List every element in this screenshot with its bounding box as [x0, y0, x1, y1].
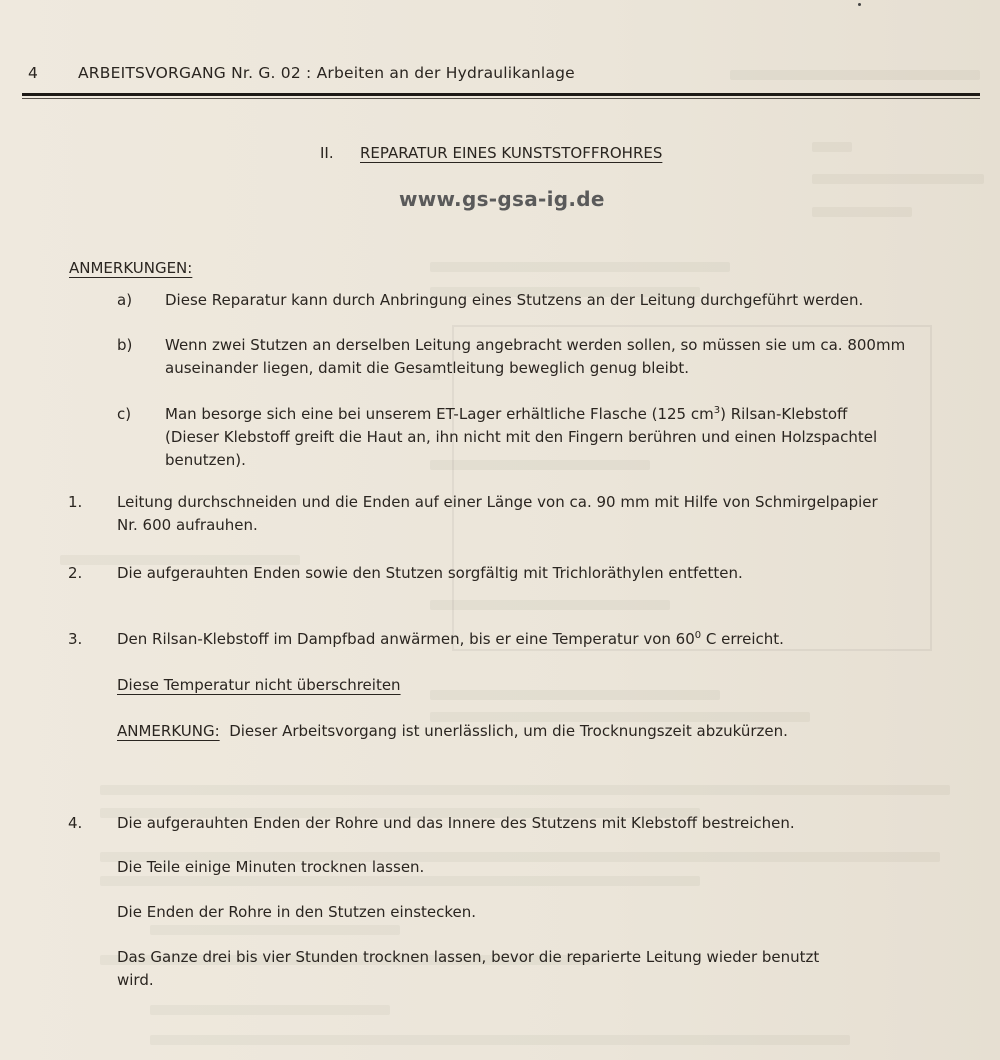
- superscript: 0: [694, 630, 702, 641]
- header-rule-thin: [22, 98, 980, 99]
- step-number: 2.: [68, 564, 83, 582]
- step-4-paragraph: Die Enden der Rohre in den Stutzen einstecken.: [117, 903, 477, 921]
- section-heading: REPARATUR EINES KUNSTSTOFFROHRES: [360, 144, 663, 162]
- note-label: b): [117, 336, 133, 354]
- note-text: Wenn zwei Stutzen an derselben Leitung angebracht werden sollen, so müssen sie um ca. 800mm: [165, 336, 906, 354]
- step-text: Leitung durchschneiden und die Enden auf einer Länge von ca. 90 mm mit Hilfe von Schmirgelpapier: [117, 493, 878, 511]
- step-text: Die aufgerauhten Enden sowie den Stutzen sorgfältig mit Trichloräthylen entfetten.: [117, 564, 743, 582]
- section-number: II.: [320, 144, 334, 162]
- page-header: [28, 61, 575, 85]
- header-rule: [22, 93, 980, 96]
- note-text: Man besorge sich eine bei unserem ET-Lager erhältliche Flasche (125 $cm^3$) Rilsan-Klebstoff: [165, 405, 848, 423]
- step-text: Nr. 600 aufrauhen.: [117, 516, 258, 534]
- note-text: benutzen).: [165, 451, 246, 469]
- step-text: Die aufgerauhten Enden der Rohre und das Innere des Stutzens mit Klebstoff bestreichen.: [117, 814, 795, 832]
- step-number: 3.: [68, 630, 83, 648]
- step-number: 4.: [68, 814, 83, 832]
- step-4-paragraph: Das Ganze drei bis vier Stunden trocknen lassen, bevor die reparierte Leitung wieder benutzt: [117, 948, 820, 966]
- section-title: [320, 141, 662, 165]
- temperature-warning: Diese Temperatur nicht überschreiten: [117, 676, 401, 694]
- step-4-paragraph: wird.: [117, 971, 154, 989]
- page-number: 4: [28, 64, 39, 82]
- superscript: 3: [713, 405, 721, 416]
- note-text: Diese Reparatur kann durch Anbringung eines Stutzens an der Leitung durchgeführt werden.: [165, 291, 864, 309]
- step-text: Den Rilsan-Klebstoff im Dampfbad anwärmen, bis er eine Temperatur von $60^0$ C erreicht.: [117, 630, 784, 648]
- note-label: a): [117, 291, 133, 309]
- step-number: 1.: [68, 493, 83, 511]
- remark-label: ANMERKUNG:: [117, 722, 220, 740]
- notes-heading: ANMERKUNGEN:: [69, 259, 193, 277]
- remark-text: Dieser Arbeitsvorgang ist unerlässlich, um die Trocknungszeit abzukürzen.: [229, 722, 788, 740]
- watermark-url: www.gs-gsa-ig.de: [399, 187, 605, 211]
- speck: [858, 3, 861, 6]
- note-label: c): [117, 405, 132, 423]
- step-4-paragraph: Die Teile einige Minuten trocknen lassen.: [117, 858, 425, 876]
- note-text: (Dieser Klebstoff greift die Haut an, ihn nicht mit den Fingern berühren und einen Holzspachtel: [165, 428, 878, 446]
- header-title: ARBEITSVORGANG Nr. G. 02 : Arbeiten an der Hydraulikanlage: [78, 64, 575, 82]
- note-text: auseinander liegen, damit die Gesamtleitung beweglich genug bleibt.: [165, 359, 690, 377]
- step-3-remark: [117, 719, 788, 743]
